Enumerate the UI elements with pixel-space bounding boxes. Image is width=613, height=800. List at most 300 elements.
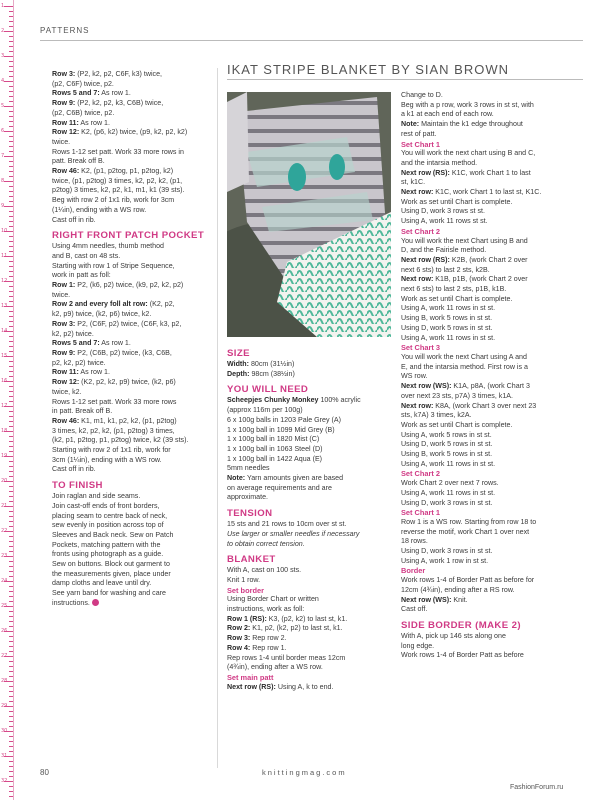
line-text: You will work the next chart using B and C, <box>401 149 536 158</box>
line-text: Using A, work 1 row in st st. <box>401 556 489 565</box>
line-text: As row 1. <box>78 118 110 127</box>
bold-label: Row 3: <box>52 70 76 78</box>
instruction-line <box>227 663 387 673</box>
bold-label: Next row: <box>401 275 434 284</box>
ruler-number: 25 <box>1 603 8 609</box>
line-text: Using Border Chart or written <box>227 595 319 604</box>
instruction-line <box>401 130 581 140</box>
instruction-line <box>401 528 581 538</box>
instruction-line <box>227 406 387 416</box>
line-text: With A, cast on 100 sts. <box>227 566 302 575</box>
line-text: long edge. <box>401 641 435 650</box>
instruction-line <box>401 295 581 305</box>
line-text: See yarn band for washing and care <box>52 589 166 598</box>
line-text: Rep rows 1-4 until border meas 12cm <box>227 653 346 662</box>
instruction-line <box>227 474 387 484</box>
line-text: (approx 116m per 100g) <box>227 406 303 415</box>
instruction-line <box>52 89 210 99</box>
line-text: sts, k7A) 3 times, k2A. <box>401 411 472 420</box>
line-text: (P2, k2, p2, C6F, k3) twice, <box>75 70 162 78</box>
instruction-line <box>401 266 581 276</box>
bold-label: Next row (RS): <box>227 682 276 691</box>
ruler-number: 21 <box>1 503 8 509</box>
blanket-photo <box>227 92 391 337</box>
instruction-line <box>52 167 210 177</box>
bold-label: Width: <box>227 360 249 368</box>
instruction-line <box>401 101 581 111</box>
line-text: Rows 1-12 set patt. Work 33 more rows <box>52 397 177 406</box>
ruler-number: 20 <box>1 478 8 484</box>
instruction-line <box>227 455 387 465</box>
subsection-heading: Set Chart 3 <box>401 343 441 353</box>
line-text: instructions, work as foll: <box>227 605 305 614</box>
line-text: Work rows 1-4 of Border Patt as before for <box>401 576 535 585</box>
instruction-line <box>401 392 581 402</box>
instruction-line <box>401 353 581 363</box>
ruler-number: 9 <box>1 203 5 209</box>
instruction-line <box>401 642 581 652</box>
line-text: (1¼in), ending with a WS row. <box>52 205 147 214</box>
instruction-line <box>401 159 581 169</box>
blanket-photo-illustration <box>227 92 391 337</box>
instruction-line <box>52 579 210 589</box>
ruler-number: 13 <box>1 303 8 309</box>
ruler-number: 24 <box>1 578 8 584</box>
instruction-line <box>52 310 210 320</box>
line-text: K1B, p1B, (work Chart 2 over <box>433 275 528 284</box>
ruler-number: 22 <box>1 528 8 534</box>
ruler-number: 32 <box>1 778 8 784</box>
ruler-number: 7 <box>1 153 5 159</box>
line-text: (p2, C6B) twice, p2. <box>52 108 115 117</box>
line-text: Rep row 2. <box>250 634 287 643</box>
ruler-number: 14 <box>1 328 8 334</box>
instruction-line <box>227 484 387 494</box>
instruction-line <box>52 521 210 531</box>
bold-label: Row 12: <box>52 128 80 137</box>
instruction-line <box>52 407 210 417</box>
line-text: Using B, work 5 rows in st st. <box>401 314 493 323</box>
instruction-line <box>401 207 581 217</box>
instruction-line <box>52 541 210 551</box>
instruction-line <box>227 605 387 615</box>
bold-label: Next row (WS): <box>401 382 452 391</box>
italic-note-line: to obtain correct tension. <box>227 539 305 548</box>
line-text: K1A, p8A, (work Chart 3 <box>451 382 530 391</box>
line-text: Using 4mm needles, thumb method <box>52 242 164 251</box>
line-text: Knit. <box>451 595 468 604</box>
line-text: a k1 at each end of each row. <box>401 110 494 119</box>
line-text: (4¾in), ending after a WS row. <box>227 663 323 672</box>
line-text: Join raglan and side seams. <box>52 492 141 501</box>
instruction-line <box>401 334 581 344</box>
bold-label: Row 3: <box>227 634 251 643</box>
line-text: over next 23 sts, p7A) 3 times, k1A. <box>401 391 513 400</box>
instruction-line <box>401 460 581 470</box>
section-label: PATTERNS <box>40 26 90 35</box>
bold-label: Next row (WS): <box>401 595 452 604</box>
column-left <box>52 70 210 609</box>
line-text: Using D, work 3 rows st st. <box>401 207 485 216</box>
line-text: and B, cast on 48 sts. <box>52 251 121 260</box>
line-text: Using A, work 11 rows in st st. <box>401 459 496 468</box>
instruction-line <box>227 520 387 530</box>
column-middle <box>227 343 387 692</box>
line-text: Work Chart 2 over next 7 rows. <box>401 479 499 488</box>
instruction-line <box>52 378 210 388</box>
instruction-line <box>52 388 210 398</box>
line-text: With A, pick up 146 sts along one <box>401 631 506 640</box>
ruler-number: 10 <box>1 228 8 234</box>
footer-site: knittingmag.com <box>262 768 347 777</box>
bold-label: Note: <box>227 474 246 483</box>
line-text: 6 x 100g balls in 1203 Pale Grey (A) <box>227 415 341 424</box>
instruction-line <box>52 196 210 206</box>
yarn-ball-bullet-icon <box>92 599 99 606</box>
instruction-line <box>401 632 581 642</box>
instruction-line <box>52 599 210 609</box>
instruction-line <box>401 217 581 227</box>
ruler-number: 2 <box>1 28 5 34</box>
bold-label: Row 2: <box>227 624 251 633</box>
subsection-heading: Border <box>401 566 426 576</box>
line-text: K2, (p6, k2) twice, (p9, k2, p2, k2) <box>79 128 188 137</box>
line-text: p2tog) 3 times, k2, p2, k1, m1, k1 (39 sts). <box>52 186 185 195</box>
line-text: Using A, work 11 rows in st st. <box>401 333 496 342</box>
instruction-line <box>401 169 581 179</box>
line-text: Sew on buttons. Block out garment to <box>52 560 170 569</box>
bold-label: Row 1: <box>52 281 76 290</box>
ruler-number: 30 <box>1 728 8 734</box>
line-text: work in patt as foll: <box>52 271 111 280</box>
bold-label: Next row: <box>401 401 434 410</box>
ruler-number: 19 <box>1 453 8 459</box>
watermark: FashionForum.ru <box>510 784 564 791</box>
line-text: next 6 sts) to last 2 sts, k2B. <box>401 265 490 274</box>
ruler-number: 11 <box>1 253 8 259</box>
line-text: in patt. Break off B. <box>52 407 113 416</box>
subsection-heading: Set Chart 2 <box>401 469 441 479</box>
instruction-line <box>401 547 581 557</box>
line-text: As row 1. <box>99 339 131 348</box>
instruction-line <box>401 596 581 606</box>
instruction-line <box>52 186 210 196</box>
bold-label: Row 1 (RS): <box>227 614 267 623</box>
line-text: Using A, work 11 rows in st st. <box>401 488 496 497</box>
line-text: K3, (p2, k2) to last st, k1. <box>266 614 348 623</box>
line-text: Rows 1-12 set patt. Work 33 more rows in <box>52 147 184 156</box>
bold-label: Row 46: <box>52 416 80 425</box>
instruction-line <box>401 421 581 431</box>
instruction-line <box>401 489 581 499</box>
instruction-line <box>401 304 581 314</box>
line-text: 5mm needles <box>227 464 270 473</box>
line-text: K1, p2, (k2, p2) to last st, k1. <box>250 624 343 633</box>
line-text: twice. <box>52 137 71 146</box>
instruction-line <box>52 368 210 378</box>
instruction-line <box>401 372 581 382</box>
line-text: damp cloths and leave until dry. <box>52 579 152 588</box>
instruction-line <box>52 206 210 216</box>
ruler-number: 15 <box>1 353 8 359</box>
ruler-number: 28 <box>1 678 8 684</box>
line-text: Using B, work 5 rows in st st. <box>401 450 493 459</box>
subsection-heading: Set border <box>227 585 264 595</box>
instruction-line <box>401 411 581 421</box>
instruction-line <box>227 634 387 644</box>
line-text: k2, p2) twice. <box>52 329 94 338</box>
page-number: 80 <box>40 768 49 777</box>
instruction-line <box>227 566 387 576</box>
line-text: the measurements given, place under <box>52 569 171 578</box>
line-text: 3cm (1¼in), ending with a WS row. <box>52 455 162 464</box>
line-text: WS row. <box>401 372 428 381</box>
ruler-number: 6 <box>1 128 5 134</box>
instruction-line <box>52 128 210 138</box>
instruction-line <box>52 359 210 369</box>
bold-label: Row 2 and every foll alt row: <box>52 300 148 309</box>
instruction-line <box>52 560 210 570</box>
instruction-line <box>52 427 210 437</box>
section-heading: TO FINISH <box>52 480 103 492</box>
instruction-line <box>401 586 581 596</box>
bold-label: Rows 5 and 7: <box>52 89 100 98</box>
instruction-line <box>52 262 210 272</box>
column-right <box>401 91 581 661</box>
instruction-line <box>52 570 210 580</box>
line-text: k2, p9) twice, (k2, p6) twice, k2. <box>52 310 152 319</box>
line-text: As row 1. <box>99 89 131 98</box>
line-text: (K2, p2, k2, p9) twice, (k2, p6) <box>79 378 176 387</box>
instruction-line <box>52 148 210 158</box>
instruction-line <box>52 216 210 226</box>
instruction-line <box>52 465 210 475</box>
line-text: Maintain the k1 edge throughout <box>419 120 523 129</box>
instruction-line <box>52 300 210 310</box>
line-text: st, k1C. <box>401 178 426 187</box>
instruction-line <box>227 683 387 693</box>
bold-label: Row 12: <box>52 378 80 387</box>
ruler-number: 26 <box>1 628 8 634</box>
subsection-heading: Set Chart 1 <box>401 508 441 518</box>
instruction-line <box>227 624 387 634</box>
line-text: D, and the Fairisle method. <box>401 246 487 255</box>
ruler-number: 23 <box>1 553 8 559</box>
line-text: (p2, C6F) twice, p2. <box>52 79 114 88</box>
line-text: 100% acrylic <box>318 396 361 405</box>
instruction-line <box>52 550 210 560</box>
bold-label: Row 11: <box>52 118 79 127</box>
instruction-line <box>52 456 210 466</box>
instruction-line <box>52 531 210 541</box>
line-text: Join cast-off ends of front borders, <box>52 501 160 510</box>
line-text: Change to D. <box>401 91 443 99</box>
line-text: Rep row 1. <box>250 643 287 652</box>
bold-label: Rows 5 and 7: <box>52 339 100 348</box>
line-text: p2, k2, p2) twice. <box>52 358 106 367</box>
instruction-line <box>52 339 210 349</box>
line-text: P2, (C6B, p2) twice, (k3, C6B, <box>75 348 172 357</box>
line-text: K2, (p1, p2tog, p1, p2tog, k2) <box>79 167 174 176</box>
instruction-line <box>401 382 581 392</box>
line-text: rest of patt. <box>401 129 437 138</box>
line-text: K2B, (work Chart 2 over <box>449 255 528 264</box>
ruler-number: 29 <box>1 703 8 709</box>
instruction-line <box>52 109 210 119</box>
instruction-line <box>401 91 581 101</box>
line-text: Pockets, matching pattern with the <box>52 540 161 549</box>
instruction-line <box>401 314 581 324</box>
instruction-line <box>52 502 210 512</box>
instruction-line <box>401 479 581 489</box>
ruler-number: 18 <box>1 428 8 434</box>
line-text: Yarn amounts given are based <box>245 474 344 483</box>
bold-label: Note: <box>401 120 420 129</box>
line-text: 12cm (4¾in), ending after a RS row. <box>401 585 515 594</box>
line-text: P2, (k6, p2) twice, (k9, p2, k2, p2) <box>75 281 184 290</box>
instruction-line <box>52 99 210 109</box>
instruction-line <box>401 537 581 547</box>
line-text: Using D, work 5 rows in st st. <box>401 323 493 332</box>
page-ruler <box>0 0 14 800</box>
instruction-line <box>401 557 581 567</box>
instruction-line <box>401 499 581 509</box>
line-text: (P2, k2, p2, k3, C6B) twice, <box>75 99 164 108</box>
line-text: 98cm (38½in) <box>249 369 295 378</box>
instruction-line <box>401 605 581 615</box>
line-text: fronts using photograph as a guide. <box>52 550 164 559</box>
line-text: Beg with row 2 of 1x1 rib, work for 3cm <box>52 196 175 205</box>
instruction-line <box>52 157 210 167</box>
bold-label: Row 46: <box>52 167 80 176</box>
section-heading: SIZE <box>227 348 250 359</box>
bold-label: Next row (RS): <box>401 168 450 177</box>
instruction-line <box>401 120 581 130</box>
line-text: and the intarsia method. <box>401 158 478 167</box>
instruction-line <box>401 246 581 256</box>
line-text: Cast off in rib. <box>52 465 96 474</box>
instruction-line <box>52 119 210 129</box>
line-text: Using A, work 5 rows in st st. <box>401 430 492 439</box>
instruction-line <box>227 426 387 436</box>
ruler-number: 5 <box>1 103 5 109</box>
line-text: Work as set until Chart is complete. <box>401 294 513 303</box>
instruction-line <box>401 324 581 334</box>
instruction-line <box>52 252 210 262</box>
instruction-line <box>227 435 387 445</box>
line-text: 80cm (31½in) <box>249 360 295 368</box>
instruction-line <box>52 138 210 148</box>
line-text: 1 x 100g ball in 1063 Steel (D) <box>227 444 323 453</box>
line-text: Starting with row 2 of 1x1 rib, work for <box>52 446 171 455</box>
bold-label: Next row (RS): <box>401 255 450 264</box>
instruction-line <box>52 177 210 187</box>
instruction-line <box>227 576 387 586</box>
line-text: Using A, k to end. <box>275 682 334 691</box>
line-text: As row 1. <box>78 368 110 377</box>
line-text: Work as set until Chart is complete. <box>401 197 513 206</box>
section-heading: TENSION <box>227 508 273 520</box>
instruction-line <box>401 576 581 586</box>
ruler-number: 12 <box>1 278 8 284</box>
instruction-line <box>401 651 581 661</box>
line-text: 3 times, k2, p2, k2, (p1, p2tog) 3 times, <box>52 426 175 435</box>
ruler-number: 1 <box>1 3 5 9</box>
line-text: Row 1 is a WS row. Starting from row 18 to <box>401 517 537 526</box>
line-text: 1 x 100g ball in 1820 Mist (C) <box>227 435 320 444</box>
section-heading: YOU WILL NEED <box>227 384 309 396</box>
line-text: K1C, work Chart 1 to last st, K1C. <box>433 188 542 197</box>
line-text: reverse the motif, work Chart 1 over next <box>401 527 530 536</box>
line-text: 1 x 100g ball in 1099 Mid Grey (B) <box>227 425 335 434</box>
instruction-line <box>401 450 581 460</box>
instruction-line <box>401 285 581 295</box>
bold-label: Scheepjes Chunky Monkey <box>227 396 319 405</box>
line-text: Using A, work 11 rows st st. <box>401 217 488 226</box>
instruction-line <box>52 492 210 502</box>
line-text: Beg with a p row, work 3 rows in st st, with <box>401 100 534 109</box>
instruction-line <box>401 431 581 441</box>
section-heading: BLANKET <box>227 554 276 566</box>
line-text: Starting with row 1 of Stripe Sequence, <box>52 261 175 270</box>
instruction-line <box>52 320 210 330</box>
ruler-number: 3 <box>1 53 5 59</box>
subsection-heading: Set Chart 2 <box>401 226 441 236</box>
line-text: K1C, work Chart 1 to last <box>449 168 531 177</box>
line-text: Using D, work 3 rows in st st. <box>401 498 493 507</box>
instruction-line <box>52 512 210 522</box>
line-text: Using D, work 5 rows in st st. <box>401 440 493 449</box>
line-text: twice, (p1, p2tog) 3 times, k2, p2, k2, (p1, <box>52 176 183 185</box>
line-text: Sleeves and Back neck. Sew on Patch <box>52 530 174 539</box>
instruction-line <box>401 188 581 198</box>
instruction-line <box>401 256 581 266</box>
section-heading: SIDE BORDER (MAKE 2) <box>401 619 521 631</box>
line-text: Cast off. <box>401 605 428 614</box>
ruler-number: 16 <box>1 378 8 384</box>
line-text: Work rows 1-4 of Border Patt as before <box>401 651 524 660</box>
ruler-edge-line <box>13 0 14 800</box>
instruction-line <box>227 595 387 605</box>
instruction-line <box>52 242 210 252</box>
instruction-line <box>52 80 210 90</box>
line-text: E, and the intarsia method. First row is a <box>401 362 528 371</box>
instruction-line <box>401 110 581 120</box>
ruler-number: 17 <box>1 403 8 409</box>
instruction-line <box>227 360 387 370</box>
line-text: Knit 1 row. <box>227 575 261 584</box>
bold-label: Row 3: <box>52 319 76 328</box>
instruction-line <box>52 291 210 301</box>
line-text: (K2, p2, <box>147 300 175 309</box>
instruction-line <box>227 416 387 426</box>
instruction-line <box>227 445 387 455</box>
instruction-line <box>227 396 387 406</box>
line-text: K1, m1, k1, p2, k2, (p1, p2tog) <box>79 416 177 425</box>
line-text: Cast off in rib. <box>52 215 96 224</box>
instruction-line <box>52 349 210 359</box>
ruler-number: 8 <box>1 178 5 184</box>
line-text: P2, (C6F, p2) twice, (C6F, k3, p2, <box>75 319 182 328</box>
instruction-line <box>227 370 387 380</box>
instruction-line <box>52 281 210 291</box>
instruction-line <box>401 518 581 528</box>
section-heading: RIGHT FRONT PATCH POCKET <box>52 230 205 242</box>
line-text: You will work the next Chart using B and <box>401 236 528 245</box>
bold-label: Next row: <box>401 188 434 197</box>
instruction-line <box>401 402 581 412</box>
instruction-line <box>227 654 387 664</box>
